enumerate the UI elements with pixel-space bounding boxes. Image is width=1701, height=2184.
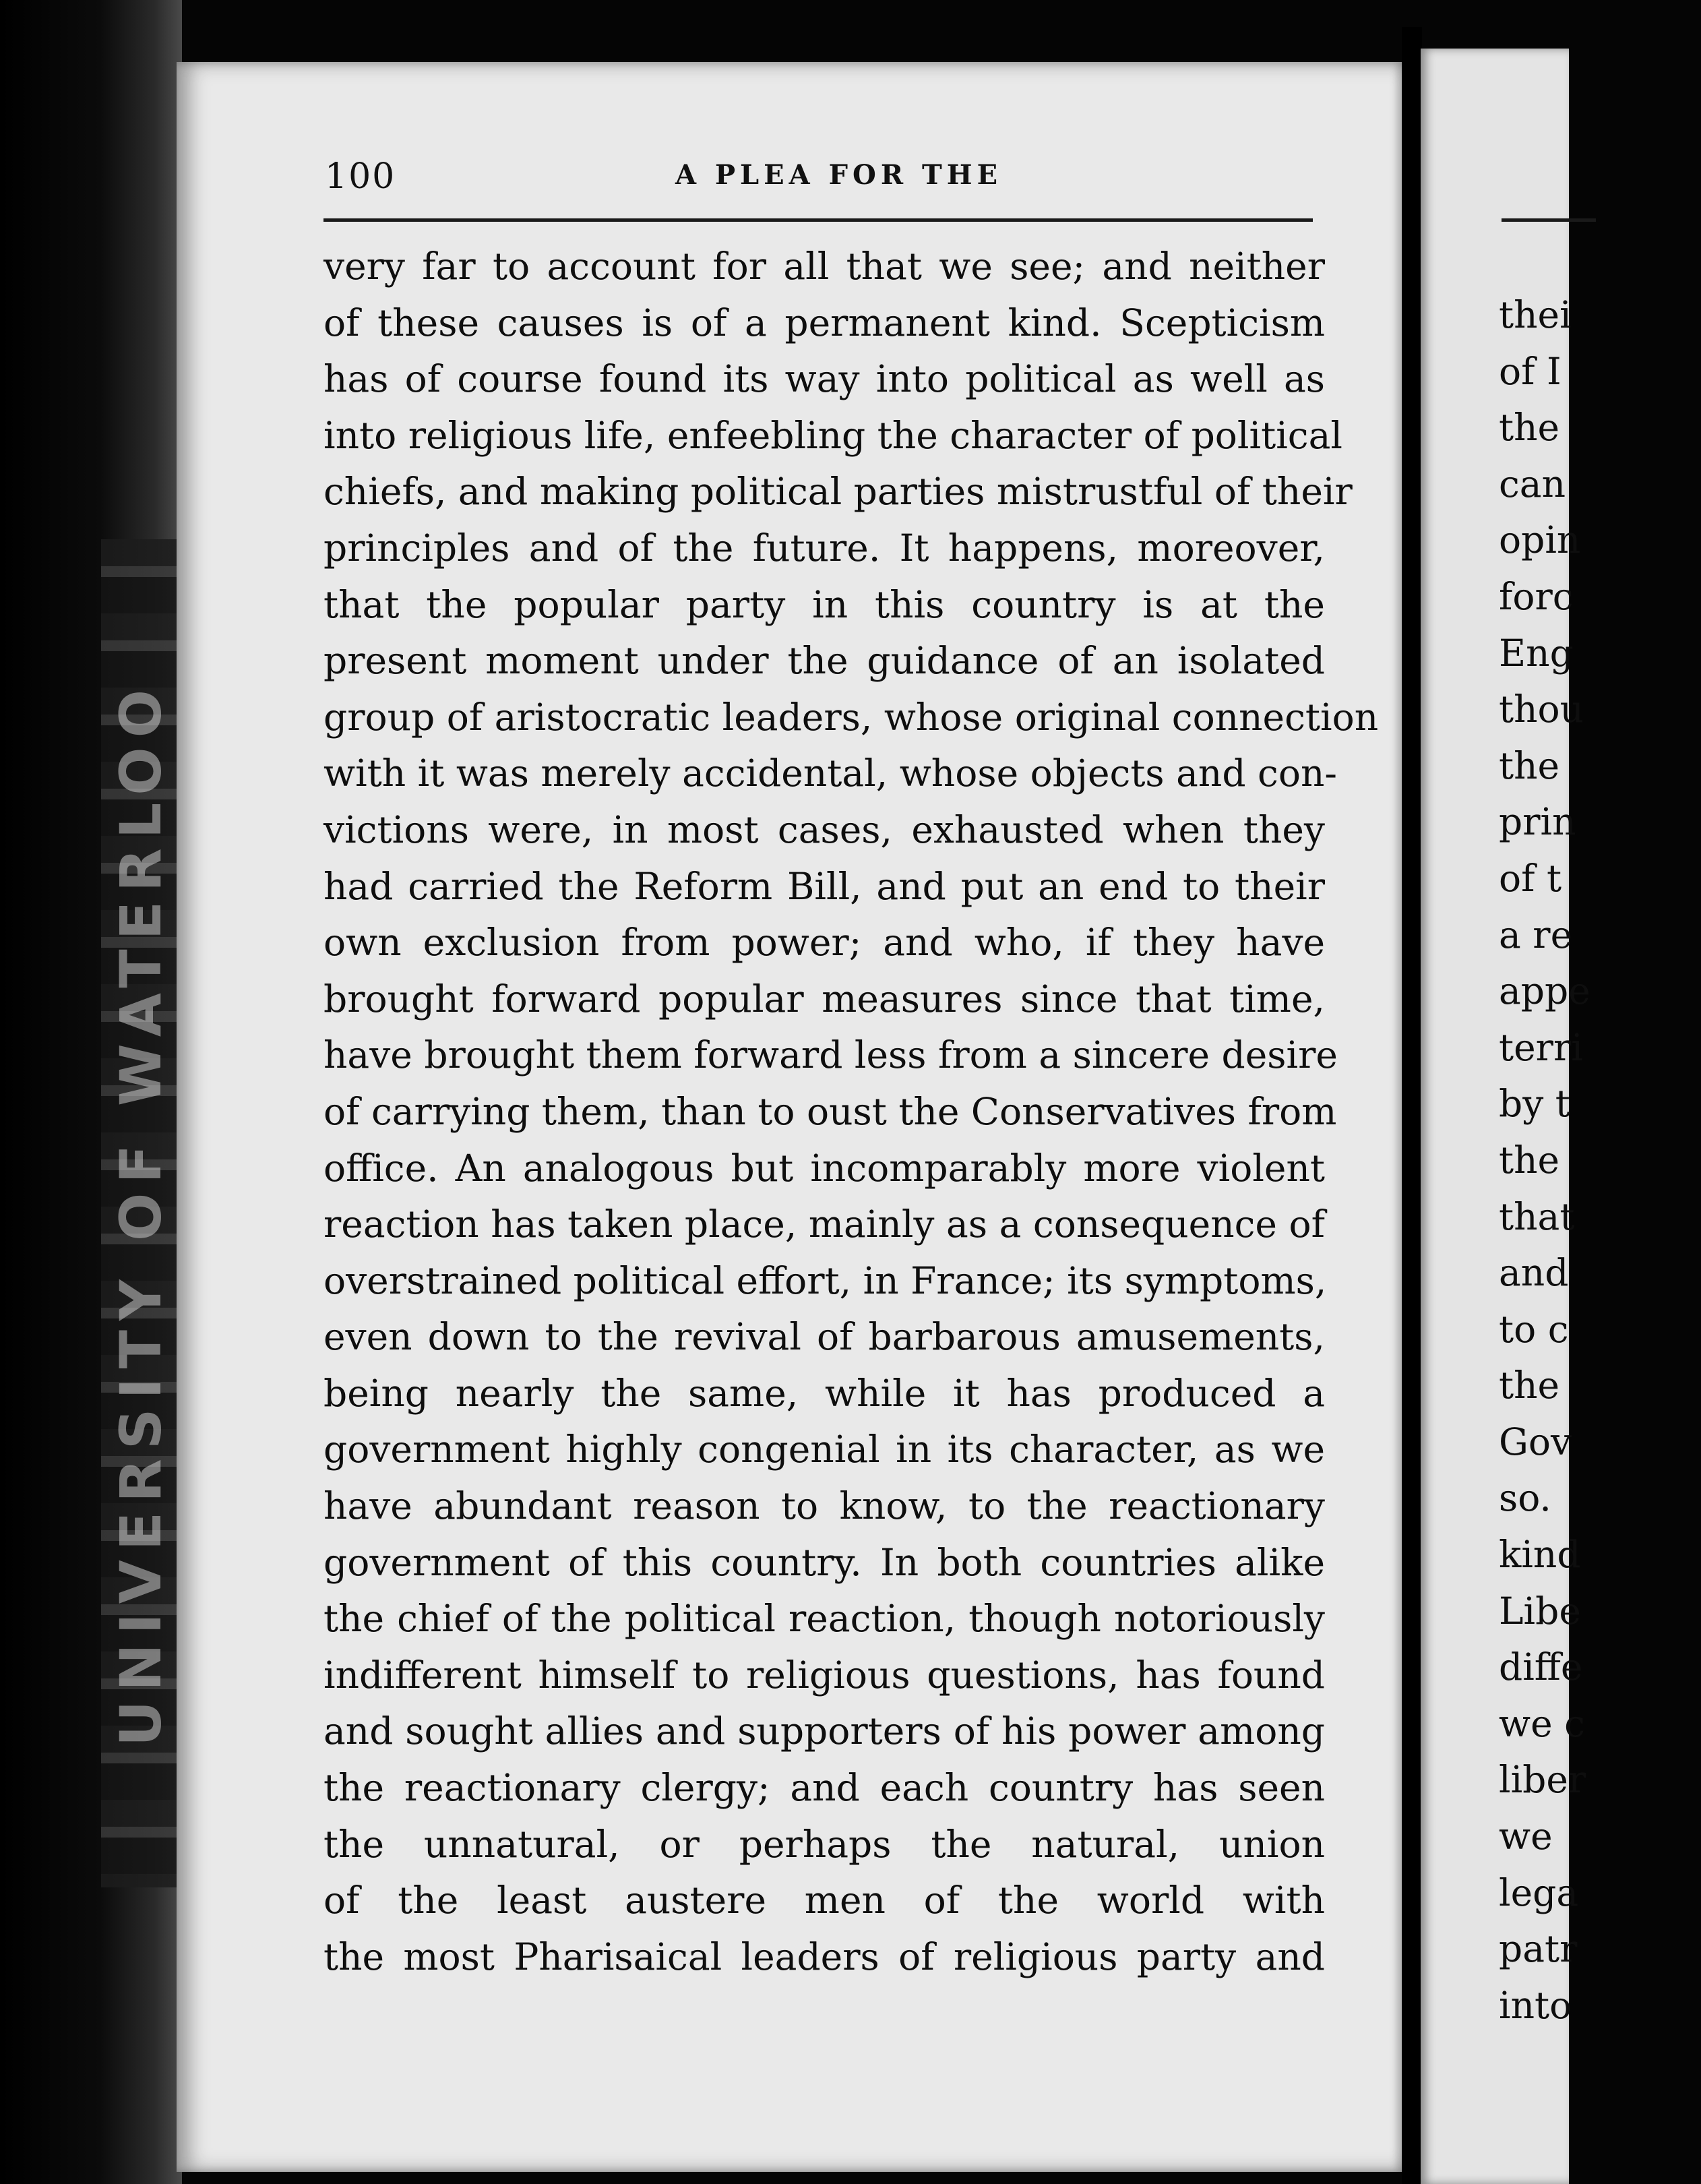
text-line: the chief of the political reaction, though notoriously xyxy=(323,1597,1325,1641)
text-line: present moment under the guidance of an isolated xyxy=(323,639,1325,683)
right-page-fragment: a re xyxy=(1499,913,1573,957)
right-page-fragment: the xyxy=(1499,406,1560,450)
right-page-fragment: by t xyxy=(1499,1082,1570,1126)
right-page-fragment: prin xyxy=(1499,800,1576,844)
right-page-fragment: forc xyxy=(1499,574,1574,618)
right-header-rule xyxy=(1502,218,1596,222)
text-line: have brought them forward less from a sincere desire xyxy=(323,1033,1338,1077)
right-page-fragment: liber xyxy=(1499,1758,1586,1802)
right-page-fragment: to c xyxy=(1499,1307,1569,1351)
header-rule xyxy=(323,218,1313,222)
text-line: reaction has taken place, mainly as a consequence of xyxy=(323,1203,1325,1246)
text-line: government of this country. In both countries alike xyxy=(323,1540,1325,1584)
right-page-fragment: the xyxy=(1499,1364,1560,1407)
text-line: have abundant reason to know, to the reactionary xyxy=(323,1484,1325,1528)
right-page-fragment: we c xyxy=(1499,1701,1585,1745)
right-page-fragment: appe xyxy=(1499,969,1590,1013)
right-page-fragment: thou xyxy=(1499,688,1584,731)
right-page-text xyxy=(1499,287,1701,2034)
text-line: very far to account for all that we see; and neither xyxy=(323,245,1325,288)
text-line: own exclusion from power; and who, if they have xyxy=(323,921,1325,965)
library-stamp-text: UNIVERSITY OF WATERLOO xyxy=(108,679,174,1747)
page-header xyxy=(325,156,1309,204)
text-line: into religious life, enfeebling the character of political xyxy=(323,413,1342,457)
right-page-fragment: of I xyxy=(1499,349,1561,393)
right-page-fragment: into xyxy=(1499,1983,1572,2027)
text-line: even down to the revival of barbarous amusements, xyxy=(323,1315,1325,1359)
right-page-fragment: Libe xyxy=(1499,1589,1581,1633)
right-page-fragment: the xyxy=(1499,1138,1560,1182)
text-line: chiefs, and making political parties mistrustful of their xyxy=(323,470,1353,514)
right-page-fragment: of t xyxy=(1499,856,1562,900)
right-page-fragment: kind xyxy=(1499,1533,1581,1577)
text-line: with it was merely accidental, whose objects and con- xyxy=(323,752,1337,795)
right-page-fragment: so. xyxy=(1499,1476,1551,1520)
right-page-fragment: Gov xyxy=(1499,1420,1572,1463)
right-page xyxy=(1421,49,1590,2184)
text-line: being nearly the same, while it has produced a xyxy=(323,1371,1325,1415)
text-line: indifferent himself to religious questions, has found xyxy=(323,1653,1325,1697)
text-line: of the least austere men of the world with xyxy=(323,1879,1325,1922)
page-gutter xyxy=(1402,27,1422,2184)
right-page-fragment: we xyxy=(1499,1815,1553,1858)
body-text xyxy=(323,239,1379,1985)
text-line: that the popular party in this country is at the xyxy=(323,582,1325,626)
text-line: government highly congenial in its character, as we xyxy=(323,1428,1325,1472)
text-line: has of course found its way into political as well as xyxy=(323,357,1325,401)
right-page-fragment: diffe xyxy=(1499,1645,1583,1689)
right-page-fragment: Eng xyxy=(1499,631,1574,675)
text-line: the unnatural, or perhaps the natural, union xyxy=(323,1822,1325,1866)
right-page-fragment: that xyxy=(1499,1194,1575,1238)
text-line: principles and of the future. It happens, moreover, xyxy=(323,526,1325,570)
right-page-fragment: the xyxy=(1499,744,1560,787)
text-line: of carrying them, than to oust the Conservatives from xyxy=(323,1089,1337,1133)
text-line: of these causes is of a permanent kind. Scepticism xyxy=(323,301,1325,344)
running-head: A PLEA FOR THE xyxy=(675,159,1003,191)
text-line: group of aristocratic leaders, whose original connection xyxy=(323,695,1379,739)
text-line: office. An analogous but incomparably more violent xyxy=(323,1146,1325,1190)
right-page-fragment: can xyxy=(1499,462,1566,506)
right-page-fragment: lega xyxy=(1499,1871,1579,1914)
right-page-fragment: thei xyxy=(1499,293,1572,336)
text-line: and sought allies and supporters of his power among xyxy=(323,1709,1325,1753)
text-line: victions were, in most cases, exhausted when they xyxy=(323,808,1325,851)
right-page-fragment: patr xyxy=(1499,1927,1578,1971)
right-page-fragment: and xyxy=(1499,1251,1569,1295)
page-number: 100 xyxy=(325,156,396,197)
text-line: brought forward popular measures since that time, xyxy=(323,977,1325,1021)
right-page-fragment: terri xyxy=(1499,1025,1583,1069)
text-line: overstrained political effort, in France; its symptoms, xyxy=(323,1258,1327,1302)
text-line: the most Pharisaical leaders of religious party and xyxy=(323,1935,1325,1978)
text-line: the reactionary clergy; and each country has seen xyxy=(323,1766,1325,1810)
text-line: had carried the Reform Bill, and put an end to their xyxy=(323,864,1325,908)
right-page-fragment: opin xyxy=(1499,518,1581,562)
